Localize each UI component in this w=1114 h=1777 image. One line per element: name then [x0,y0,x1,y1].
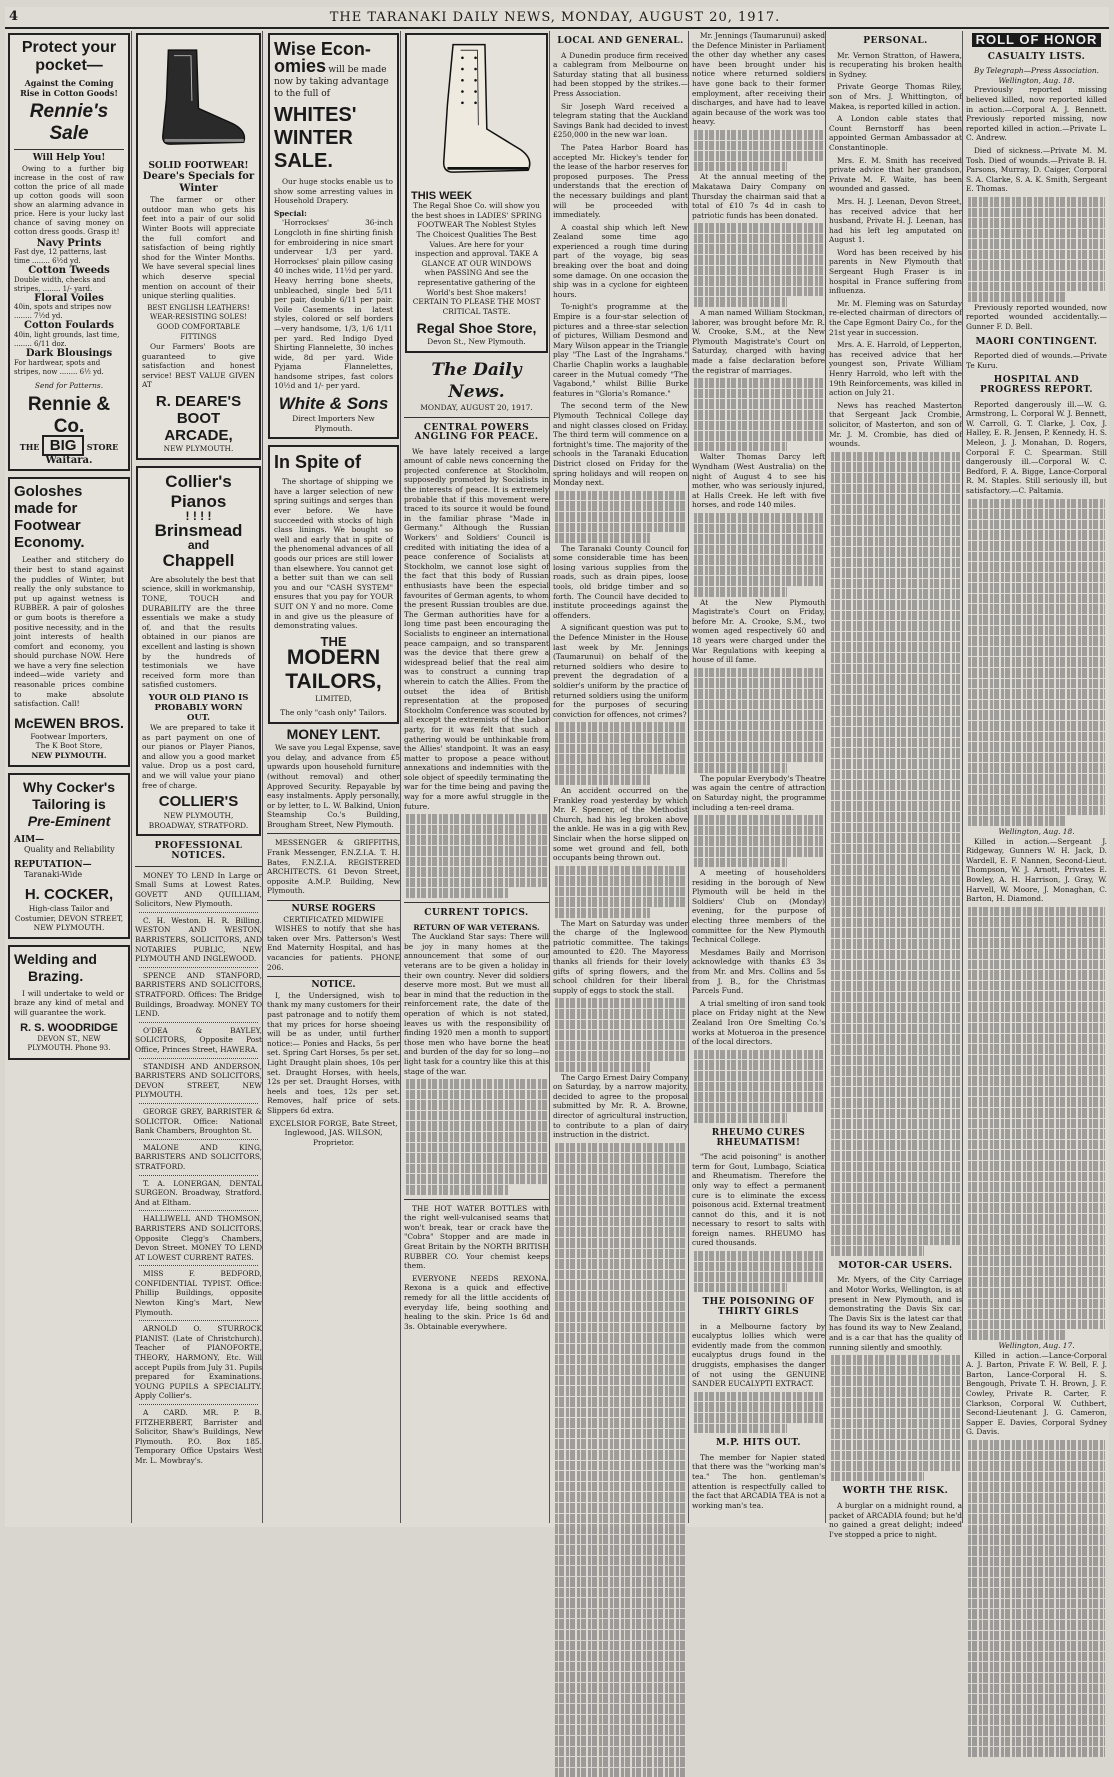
rennie-sale-ad [8,33,130,471]
in-spite-body: The shortage of shipping we have a larger selection of new spring suitings and serges than ever before. We have succeeded with stocks of high class linings. We bought so well and early that in spite of the phenomenal advances of all goods our prices are still lower than elsewhere. You cannot get a better suit than we can sell you and our "CASH SYSTEM" ensures that you pay for YOUR SUIT ON Y and no more. Come in and give us the pleasure of demonstrating values. [274,477,393,631]
column-5 [553,31,689,1523]
professional-notices-heading: PROFESSIONAL NOTICES. [154,841,243,861]
current-topics-body: The Auckland Star says: There will be joy in many homes at the announcement that some of our veterans are to be given a holiday in their own country. Never did soldiers deserve more most. But we must all bear in mind that the reduction in the reinforcement rate, the date of the operation of which is not stated, leaves us with the responsibility of finding 1920 men a month to support those men who have borne the heat and burden of the day for so long—no light task for a country like this at this stage of the war. [404,932,549,1076]
deare-fit: Our Farmers' Boots are guaranteed to give satisfaction and honest service! BEST VALUE GIVEN AT [142,342,255,390]
leader-body: We have lately received a large amount of cable news concerning the projected conference at Stockholm, supposedly promoted by Socialists in the interests of peace. It is extremely probable that if this movement were traced to its source it would be found in the familiar phrase "Made in Germany." Although the Russian Workers' and Soldiers' Council is credited with initiating the idea of a peace conference of Socialists at Stockholm, we cannot lose sight of the fact that this body of Russian enthusiasts have been the especial favourites of German agents, to whom the present Russian troubles are due. The German authorities have for a long time past been encouraging the Socialists to engineer an international peace campaign, and so transparent was the device that there grew a widespread belief that the real aim was to construct a cunning trap wherein to catch the Allies. From the outset the idea of British representation at the proposed Stockholm Conference was scouted by all except the extremists of the Labor party, for it was felt that such a gathering would be unthinkable from the Allies' standpoint. It was an easy matter to propose a peace without annexations and indemnities with the sole object of speedily terminating the war for the time being and paving the way for a more awful struggle in the future. [404,446,549,811]
casualty-item-2: Died of sickness.—Private M. M. Tosh. Died of wounds.—Private B. H. Parsons, Murray, D. Caiger, Corporal S. A. Clarke, S. A. K. Smith, Sergeant E. Thomas. [966,145,1107,194]
roll-of-honor-heading: ROLL OF HONOR [972,33,1102,47]
prof-notice-10: MISS F. BEDFORD, CONFIDENTIAL TYPIST. Office: Phillip Buildings, opposite Newton King's Mart, New Plymouth. [135,1269,262,1317]
masthead [5,7,1109,29]
rexona: EVERYONE NEEDS REXONA. Rexona is a quick and effective remedy for all the little accidents of everyday life, being soothing and healing to the skin. Price 1s 6d and 3s. Obtainable everywhere. [404,1273,549,1331]
cocker-reputation-2: Taranaki-Wide [24,870,83,880]
big-store-store: STORE [86,442,119,453]
personal-item-4: Mrs. E. M. Smith has received private advice that her grandson, Private M. F. Waite, has been wounded and gassed. [829,155,962,194]
casualty-item-4: Killed in action.—Sergeant J. Ridgeway, Gunners W. H. Jack, D. Wardell, E. F. Nannen, Second-Lieut. Thompson, W. J. Arnott, Privates E. Bowley, A. H. Harrison, J. Gray, W. Harvell, W. Moore, J. Monaghan, C. Barton, H. Diamond. [966,836,1107,904]
newspaper-date: MONDAY, AUGUST 20, 1917. [420,402,533,412]
worth-risk-body: A burglar on a midnight round, a packet of ARCADIA found; but he'd no gained a great delight; indeed I've stopped a price to night. [829,1500,962,1539]
deare-footwear-ad [136,33,261,460]
col6-item-4: Walter Thomas Darcy left Wyndham (West Australia) on the night of August 4 to see his mother, who was seriously injured, at Halls Creek. He left with five horses, and rode 140 miles. [692,452,825,510]
prof-notice-1: MONEY TO LEND In Large or Small Sums at Lowest Rates. GOVETT AND QUILLIAM, Solicitors, New Plymouth. [135,870,262,909]
item-cotton-foulards: Cotton Foulards [24,320,114,332]
welding-ad [8,945,130,1060]
maori-contingent-heading: MAORI CONTINGENT. [975,336,1098,347]
local-item-9: An accident occurred on the Frankley road yesterday by which Mr. F. Spencer, of the Methodist Church, had his leg broken above the ankle. He was in a gig with Rev. Sinclair when the horse slipped on some wet ground and fell, both occupants being thrown out. [553,785,688,863]
collier-pianos-ad [136,466,261,837]
in-spite-heading: In Spite of [274,452,361,473]
galoshes-body: Leather and stitchery do their best to stand against the puddles of Winter, but really the only substance to put up against wetness is RUBBER. A pair of goloshes or gum boots is therefore a positive necessity, and in the joint interests of health comfort and economy, you should purchase NOW. Here we have a very fine selection indeed—wide variety and reasonable prices combine to make absolute satisfaction. Call! [14,555,124,709]
woodridge-name: R. S. WOODRIDGE [20,1021,118,1034]
cocker-aim-2: Quality and Reliability [24,845,115,855]
modern-line-5: The only "cash only" Tailors. [280,707,387,717]
casualty-item-5: Killed in action.—Lance-Corporal A. J. Barton, Private F. W. Bell, F. J. Barton, Lance-Corporal H. S. Bengough, Private T. H. Brown, J. F. Cowley, Private R. Carter, F. Clarkson, Corporal W. Cuthbert, Second-Lieutenant J. G. Cameron, Sapper E. Davies, Corporal Sydney G. Davis. [966,1350,1107,1437]
cocker-line-2: Tailoring is [32,795,106,812]
newspaper-page [5,7,1109,1539]
hospital-report-body: Reported dangerously ill.—W. G. Armstrong, L. Corporal W. J. Bennett, W. Carroll, G. T. Clarke, J. Cox, J. Halley, E. R. Jensen, P. Kennedy, H. S. Meleon, J. J. Monahan, D. Rogers, Corporal F. C. Spearman. Still dangerously ill.—Corporal W. C. Bedford, F. A. Bigge, Lance-Corporal R. M. Staples. Still seriously ill, but satisfactory.—C. Paltamia. [966,399,1107,495]
whites-winter-sale: WHITES' WINTER SALE. [274,104,357,172]
rheumo-body: "The acid poisoning" is another term for Gout, Lumbago, Sciatica and Rheumatism. Therefore the only way to effect a permanent cure is to eliminate the excess poisonous acid. External treatment cannot do this, and it is not necessary to resort to salts with foreign names. RHEUMO has cured thousands. [692,1152,825,1248]
roll-of-honor-banner [966,33,1107,47]
item-floral-voiles-desc: 40in, spots and stripes now ........ 7½d yd. [14,303,112,321]
local-general-heading: LOCAL AND GENERAL. [557,36,684,46]
cocker-line-3: Pre-Eminent [27,812,111,829]
item-navy-prints: Navy Prints [36,237,102,249]
galoshes-line-1: Goloshes [14,483,83,501]
big-store-banner [14,437,124,455]
collier-line-4: Brinsmead [154,521,243,541]
worth-risk-heading: WORTH THE RISK. [842,1486,949,1497]
local-item-10: The Mart on Saturday was under the charge of the Inglewood patriotic committee. The takings amounted to £20. The Mayoress thanks all friends for their lovely gifts of spring flowers, and the school children for their liberal supply of eggs to stock the stall. [553,918,688,995]
whites-line-1: Wise Econ- [274,39,371,59]
cocker-ad [8,773,130,939]
personal-item-5: Mrs. H. J. Leenan, Devon Street, has received advice that her husband, Private H. J. Leenan, has had his left leg amputated on August 1. [829,196,962,245]
personal-item-1: Mr. Vernon Stratton, of Hawera, is recuperating his broken health in Sydney. [829,50,962,79]
wellington-dateline-3: Wellington, Aug. 17. [998,1341,1075,1351]
modern-line-4: LIMITED, [315,694,352,704]
welding-line-2: Brazing. [28,967,84,984]
modern-line-2: MODERN [286,646,381,670]
column-1 [7,31,132,1523]
cocker-name: H. COCKER, [24,886,114,903]
deare-solid: SOLID FOOTWEAR! [148,160,249,171]
regal-name: Regal Shoe Store, [416,320,537,337]
whites-body: Our huge stocks enable us to show some arresting values in Household Drapery. [274,177,393,206]
collier-town-2: BROADWAY, STRATFORD. [148,820,249,830]
big-store-big: BIG [42,435,85,456]
cocker-address: High-class Tailor and Costumier, DEVON STREET, NEW PLYMOUTH. [14,904,124,933]
whites-line-2: omies [274,56,327,76]
rennie-headline-1: Protect your [21,39,117,56]
item-floral-voiles: Floral Voiles [34,292,104,304]
rheumo-heading: RHEUMO CURES RHEUMATISM! [711,1127,806,1148]
woodridge-address: DEVON ST., NEW PLYMOUTH. Phone 93. [27,1034,111,1053]
casualty-lists-heading: CASUALTY LISTS. [987,51,1086,62]
nurse-body: WISHES to notify that she has taken over Mrs. Patterson's West End Maternity Hospital, and has vacancies for patients. PHONE 206. [267,924,400,972]
deare-body: The farmer or other outdoor man who gets his feet into a pair of our solid Winter Boots will appreciate the full comfort and satisfaction of being rightly shod for the Winter Months. We have several special lines which deserve special mention on account of their unique sterling qualities. [142,195,255,301]
regal-address: Devon St., New Plymouth. [427,337,526,347]
poisoning-body: in a Melbourne factory by eucalyptus lollies which were evidently made from the common eucalyptus drugs found in the druggists, emphasises the danger of not using the GENUINE SANDER EUCALYPTI EXTRACT. [692,1321,825,1389]
hot-water-bottles: THE HOT WATER BOTTLES with the right well-vulcanised seams that won't break, tear or crack have the "Cobra" Stopper and are made in Great Britain by the NORTH BRITISH RUBBER CO. Your chemist keeps them. [404,1203,549,1271]
cocker-line-1: Why Cocker's [22,778,116,795]
motor-car-body: Mr. Myers, of the City Carriage and Motor Works, Wellington, is at present in New Plymouth, and is demonstrating the Davis Six car. The Davis Six is the latest car that has found its way to New Zealand, and is a car that has the quality of running silently and smoothly. [829,1275,962,1352]
collier-line-1: Collier's [165,471,232,491]
money-lent-heading: MONEY LENT. [286,725,381,742]
prof-notice-6: GEORGE GREY, BARRISTER & SOLICITOR. Office: National Bank Chambers, Broughton St. [135,1106,262,1136]
waitara: Waitara. [45,454,93,466]
nurse-certificated: CERTIFICATED MIDWIFE [283,914,384,924]
whites-winter-sale-ad [268,33,399,439]
personal-item-2: Private George Thomas Riley, son of Mrs. J. Whittington, of Makea, is reported killed in action. [829,82,962,111]
deare-specials: Deare's Specials for Winter [142,171,255,195]
excelsior-forge: EXCELSIOR FORGE, Bate Street, Inglewood, JAS. WILSON, Proprietor. [269,1118,398,1147]
mcewen-line-1: Footwear Importers, [30,731,108,741]
column-2 [135,31,263,1523]
col6-item-1: Mr. Jennings (Taumarunui) asked the Defence Minister in Parliament the other day whether any cases have been brought under his notice where returned soldiers have gone back to their former employment, after receiving their discharges, and have had to leave again because of the work was too heavy. [692,31,825,127]
newspaper-title: THE TARANAKI DAILY NEWS, MONDAY, AUGUST 20, 1917. [329,10,781,25]
galoshes-ad [8,477,130,766]
shoe-illustration [411,39,542,189]
poisoning-heading: THE POISONING OF THIRTY GIRLS [702,1297,815,1318]
rennie-help: Will Help You! [32,153,106,163]
col6-item-5: At the New Plymouth Magistrate's Court on Friday, before Mr. A. Crooke, S.M., two women aged respectively 60 and 18 years were charged under the War Regulations with keeping a house of ill fame. [692,597,825,665]
cocker-aim: AIM— [14,834,45,845]
collier-town: NEW PLYMOUTH, [163,811,234,821]
personal-item-9: News has reached Masterton that Sergeant Jack Crombie, solicitor, of Masterton, and son of Mr. J. M. Crombie, has died of wounds. [829,400,962,449]
deare-town: NEW PLYMOUTH. [163,444,234,454]
col6-item-6: The popular Everybody's Theatre was again the centre of attraction on Saturday night, the programme including a ten-reel drama. [692,773,825,812]
whites-items: 'Horrockses' 36-inch Longcloth in fine shirting finish for embroidering in nice smart undervear 1/3 per yard. Horrockses' plain pillow casing 40 inches wide, 11½d per yard. Heavy herring bone sheets, unbleached, single bed 5/11 per pair, double 6/11 per pair. Voile Casements in latest styles, colored or self borders —very handsome, 1/3, 1/6 1/11 per yard. Red Indigo Dyed Shirting Flannelette, 30 inches wide, 8d per yard. Wide Pyjama Flannelettes, handsome stripes, fast colors 10½d and 1/- per yard. [274,218,393,391]
rennie-sale-title: Rennie's Sale [29,101,109,144]
collier-body: Are absolutely the best that science, skill in workmanship, TONE, TOUCH and DURABILITY are the three essentials we make a study of, and that the results obtained in our pianos are excellent and lasting is shown by the hundreds of testimonials we have received form more than satisfied customers. [142,574,255,690]
notice-body: I, the Undersigned, wish to thank my many customers for their past patronage and to notify them that my prices for horse shoeing will be as under, until further notice:— Ponies and Hacks, 5s per set. Spring Cart Horses, 5s per set. Light Draught plain shoes, 10s per set. Draught Horses, with heels, 12s per set. Draught Horses, with heels and toes, 12s per set. Removes, half price of sets. Slippers 6d extra. [267,990,400,1115]
mcewen-line-3: NEW PLYMOUTH. [31,751,107,761]
hospital-report-heading: HOSPITAL AND PROGRESS REPORT. [980,375,1093,395]
prof-notice-7: MALONE AND KING, BARRISTERS AND SOLICITORS, STRATFORD. [135,1142,262,1171]
prof-notice-3: SPENCE AND STANFORD, BARRISTERS AND SOLICITORS, STRATFORD. Offices: The Bridge Buildings, Broadway. MONEY TO LEND. [135,970,262,1019]
local-item-5: To-night's programme at the Empire is a four-star selection of pictures and a three-star selection of pictures, William Desmond and Mary Wilson appear in the Triangle play "The Last of the Ingrahams." Charlie Chaplin works a laughable career in the Mutual comedy "The Vagabond," whilst Billie Burke features in "Gloria's Romance." [553,302,688,398]
item-navy-prints-desc: Fast dye, 12 patterns, last time ........ 6½d yd. [14,248,107,266]
local-item-3: The Patea Harbor Board has accepted Mr. Hickey's tender for the lease of the harbor reserves for proposed purposes. The Press understands that the erection of the necessary buildings and plant will be proceeded with immediately. [553,142,688,220]
column-8 [966,31,1107,1523]
galoshes-line-4: Economy. [14,534,85,552]
modern-tailors-ad [268,445,399,723]
col6-item-2: At the annual meeting of the Makatawa Dairy Company on Thursday the chairman said that a total of £10 7s 4d in cash to patriotic funds has been donated. [692,172,825,220]
item-dark-blousings-desc: For hardwear, spots and stripes, now ........ 6½ yd. [14,358,104,376]
notice-heading: NOTICE. [311,980,356,991]
collier-line-5: and [187,538,210,553]
motor-car-heading: MOTOR-CAR USERS. [838,1260,953,1271]
welding-body: I will undertake to weld or braze any kind of metal and will guarantee the work. [14,988,124,1017]
messenger-griffiths: MESSENGER & GRIFFITHS, Frank Messenger, F.N.Z.I.A. T. H. Bates, F.N.Z.I.A. REGISTERED ARCHITECTS. 61 Devon Street, opposite A.M.P. Building, New Plymouth. [267,838,400,896]
regal-shoe-ad [405,33,548,353]
casualty-item-3: Previously reported wounded, now reported wounded accidentally.—Gunner F. D. Bell. [966,302,1107,332]
leader-heading: CENTRAL POWERS ANGLING FOR PEACE. [414,422,539,443]
collier-old-piano: YOUR OLD PIANO IS PROBABLY WORN OUT. [148,692,249,723]
whites-name: White & Sons [278,394,389,414]
column-3 [267,31,401,1523]
galoshes-line-2: made for [14,500,78,518]
casualty-item-1: Previously reported missing believed killed, now reported killed in action.—Corporal A. J. Bennett. Previously reported missing, now reported killed in action.—Private L. C. Andrew. [966,85,1107,143]
nurse-rogers: NURSE ROGERS [291,904,376,915]
prof-notice-2: C. H. Weston. H. R. Billing. WESTON AND WESTON, BARRISTERS, SOLICITORS, AND NOTARIES PUBLIC, NEW PLYMOUTH AND INGLEWOOD. [135,915,262,964]
local-item-6: The second term of the New Plymouth Technical College day and night classes closed on Friday. The third term will commence on a fortnight's time. The majority of the schools in the Taranaki Education District closed on Friday for the spring holidays and will reopen on Monday next. [553,401,688,488]
newspaper-nameplate: The Daily News. [431,359,522,402]
galoshes-line-3: Footwear [14,517,81,535]
personal-item-8: Mrs. A. E. Harrold, of Lepperton, has received advice that her youngest son, Private William Henry Harrold, who left with the 19th Reinforcements, was killed in action on July 21. [829,340,962,398]
collier-name: COLLIER'S [158,793,239,811]
personal-item-7: Mr. M. Fleming was on Saturday re-elected chairman of directors of the Cape Egmont Dairy Co., for the 21st year in succession. [829,298,962,337]
wellington-dateline-2: Wellington, Aug. 18. [998,826,1075,836]
cocker-reputation: REPUTATION— [14,859,92,870]
big-store-the: THE [19,442,40,453]
page-number: 4 [9,9,20,24]
prof-notice-12: A CARD. MR. P. B. FITZHERBERT, Barrister and Solicitor, Shaw's Buildings, New Plymouth. P.O. Box 185. Temporary Office Upstairs West Mr. L. Mowbray's. [135,1408,262,1465]
collier-line-6: Chappell [162,550,235,570]
deare-name: R. DEARE'S BOOT ARCADE, [155,393,242,445]
col6-item-8: Mesdames Baily and Morrison acknowledge with thanks £3 3s from Mr. and Mrs. Collins and 5s from J. B., for the Christmas Parcels Fund. [692,947,825,996]
local-item-4: A coastal ship which left New Zealand some time ago experienced a rough time during part of the voyage, big seas breaking over the boat and doing some damage. On one occasion the ship was in a cyclone for eighteen hours. [553,222,688,299]
maori-contingent-body: Reported died of wounds.—Private Te Kuru. [966,351,1107,370]
col6-item-7: A meeting of householders residing in the borough of New Plymouth will be held in the Soldiers' Club on (Monday) evening, for the purpose of electing three members of the committee for the New Plymouth Technical College. [692,868,825,945]
mp-hits-out-body: The member for Napier stated that there was the "working man's tea." The hon. gentleman's attention is respectfully called to the fact that ARCADIA TEA is not a working man's tea. [692,1452,825,1510]
local-item-11: The Cargo Ernest Dairy Company on Saturday, by a narrow majority, decided to agree to the proposal submitted by Mr. R. A. Browne, director of agricultural instruction, to contribute to a plan of dairy instruction in the district. [553,1072,688,1140]
deare-list: BEST ENGLISH LEATHERS! WEAR-RESISTING SOLES! GOOD COMFORTABLE FITTINGS [147,303,250,341]
rennie-intro: Owing to a further big increase in the cost of raw cotton the price of all made up cotton goods will soon show an alarming advance in price. Here is your lucky last chance of saving money on cotton dress goods. Grasp it! [14,163,124,236]
prof-notice-9: HALLIWELL AND THOMSON, BARRISTERS AND SOLICITORS. Opposite Clegg's Chambers, Devon Street. MONEY TO LEND AT LOWEST CURRENT RATES. [135,1214,262,1262]
mp-hits-out-heading: M.P. HITS OUT. [715,1438,802,1449]
local-item-2: Sir Joseph Ward received a telegram stating that the Auckland Savings Bank had decided to invest £250,000 in the new war loan. [553,101,688,140]
column-6 [692,31,826,1523]
prof-notice-11: ARNOLD O. STURROCK PIANIST. (Late of Christchurch). Teacher of PIANOFORTE, THEORY, HARMONY, Etc. Will accept Pupils from July 31. Pupils prepared for Examinations. YOUNG PUPILS A SPECIALITY. Apply Collier's. [135,1324,262,1401]
modern-line-1: THE [320,633,347,649]
whites-line-3: will be made now by taking advantage to the full of [274,65,389,99]
item-cotton-tweeds-desc: Double width, checks and stripes, ........ 1/- yard. [14,275,106,293]
personal-heading: PERSONAL. [863,36,928,46]
current-topics-heading: CURRENT TOPICS. [424,908,529,918]
whites-address: Direct Importers New Plymouth. [292,414,375,433]
this-week: THIS WEEK [411,189,473,202]
money-lent-body: We save you Legal Expense, save you delay, and advance from £5 upwards upon household furniture (without removal) and other Approved Security. Repayable by easy instalments. Apply personally, or by letter, to L. W. Balkind, Union Steamship Co.'s Building, Brougham Street, New Plymouth. [267,743,400,829]
welding-line-1: Welding and [14,950,97,967]
press-association: By Telegraph—Press Association. Wellington, Aug. 18. [974,66,1099,85]
modern-line-3: TAILORS, [285,670,382,694]
boot-illustration [142,39,255,159]
current-topics-sub: RETURN OF WAR VETERANS. [413,922,540,932]
item-cotton-foulards-desc: 40in, light grounds, last time, ........ 6/11 doz. [14,330,120,348]
prof-notice-5: STANDISH AND ANDERSON, BARRISTERS AND SOLICITORS, DEVON STREET, NEW PLYMOUTH. [135,1061,262,1100]
prof-notice-8: T. A. LONERGAN, DENTAL SURGEON. Broadway, Stratford. And at Eltham. [135,1178,262,1207]
local-item-7: The Taranaki County Council for some considerable time has been losing various supplies from the roads, such as drain pipes, loose tools, old bridge timber and so forth. The Council have decided to institute proceedings against the offenders. [553,543,688,620]
col6-item-9: A trial smelting of iron sand took place on Friday night at the New Zealand Iron Ore Smelting Co.'s works at Motueroa in the presence of the local directors. [692,998,825,1047]
mcewen-line-2: The K Boot Store, [35,741,103,751]
personal-item-6: Word has been received by his parents in New Plymouth that Sergeant Hugh Fraser is in hospital in France suffering from influenza. [829,247,962,296]
item-dark-blousings: Dark Blousings [25,347,113,359]
column-4 [404,31,550,1523]
collier-exchange: We are prepared to take it as part payment on one of our pianos or Player Pianos, and allow you a good market value. Drop us a post card, and we will value your piano free of charge. [142,722,255,790]
send-for-patterns: Send for Patterns. [34,380,104,390]
col6-item-3: A man named William Stockman, laborer, was brought before Mr. R. W. Crooke, S.M., at the New Plymouth Magistrate's Court on Saturday, charged with having made a false declaration before the registrar of marriages. [692,308,825,375]
collier-line-2: Pianos [170,491,227,511]
prof-notice-4: O'DEA & BAYLEY, SOLICITORS, Opposite Post Office, Princes Street, HAWERA. [135,1025,262,1054]
rennie-co-name: Rennie & Co. [27,394,111,438]
column-7 [829,31,963,1539]
local-item-8: A significant question was put to the Defence Minister in the House last week by Mr. Jennings (Taumarunui) on behalf of the returned soldiers who desire to prevent the degradation of a soldier's uniform by the practice of returned soldiers using the uniform for the purposes of securing conviction for offences, not crimes? [553,623,688,719]
rennie-headline-2: pocket— [35,57,103,74]
mcewen-name: McEWEN BROS. [14,714,124,731]
collier-line-3: ! ! ! ! [185,508,212,523]
item-cotton-tweeds: Cotton Tweeds [28,265,110,277]
personal-item-3: A London cable states that Count Bernstorff has been appointed German Ambassador at Constantinople. [829,114,962,152]
whites-special: Special: [274,208,307,218]
local-item-1: A Dunedin produce firm received a cablegram from Melbourne on Saturday stating that all business had been stopped by the strikes.—Press Association. [553,50,688,98]
regal-body: The Regal Shoe Co. will show you the best shoes in LADIES' SPRING FOOTWEAR The Noblest Styles The Choicest Qualities The Best Values. Are here for your inspection and approval. TAKE A GLANCE AT OUR WINDOWS when PASSING And see the representative gathering of the World's best Shoe makers! CERTAIN TO PLEASE THE MOST CRITICAL TASTE. [411,201,542,316]
rennie-headline-3: Against the Coming Rise in Cotton Goods! [20,78,118,98]
